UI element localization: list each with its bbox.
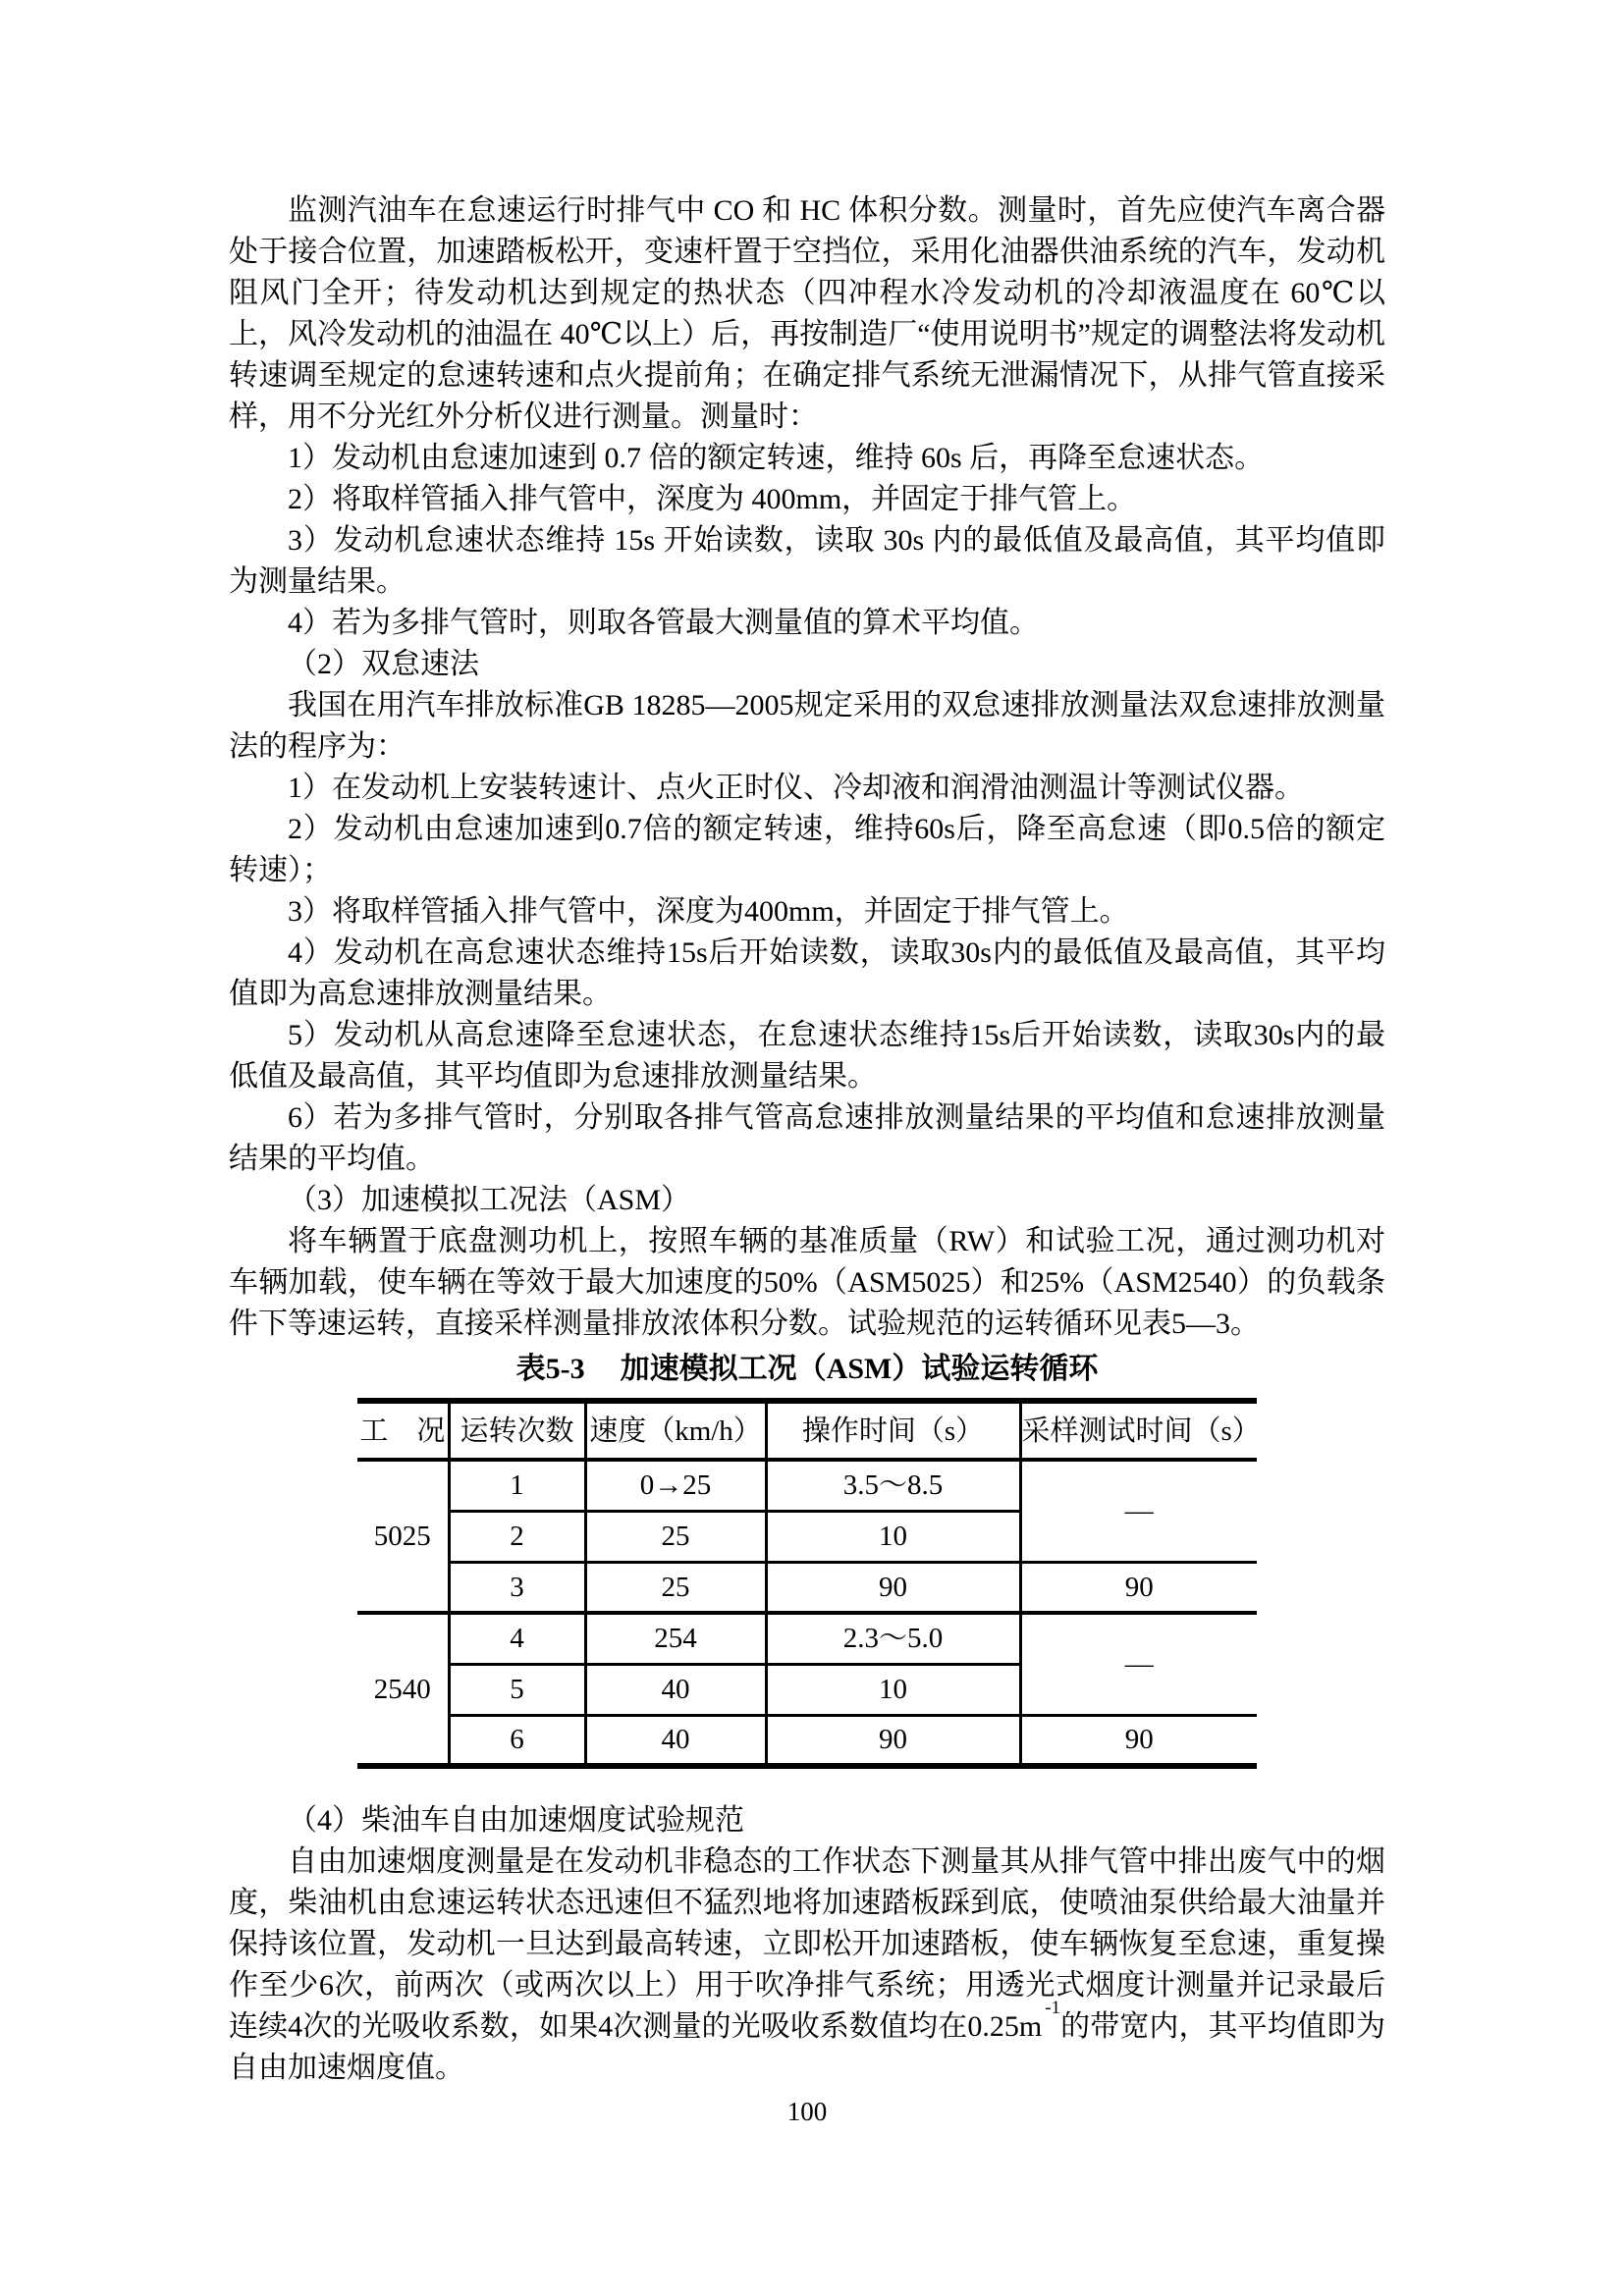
- header-sampling-time: 采样测试时间（s）: [1020, 1401, 1257, 1460]
- paragraph-step-2: 2）将取样管插入排气管中，深度为 400mm，并固定于排气管上。: [288, 483, 1137, 515]
- header-condition: 工 况: [357, 1401, 449, 1460]
- table-cell: 3.5～8.5: [766, 1460, 1020, 1511]
- header-run-count: 运转次数: [449, 1401, 585, 1460]
- asm-test-cycle-table: [357, 1398, 1261, 1769]
- table-caption: [229, 1349, 1385, 1390]
- table-cell: 2: [449, 1511, 585, 1562]
- table-cell: 25: [585, 1511, 766, 1562]
- document-body: [229, 190, 1385, 2089]
- table-header-row: [357, 1401, 1257, 1460]
- table-cell: 90: [766, 1715, 1020, 1766]
- table-cell: 6: [449, 1715, 585, 1766]
- table-cell: 90: [766, 1562, 1020, 1613]
- table-cell: 10: [766, 1664, 1020, 1715]
- table-row: [357, 1613, 1257, 1664]
- table-cell: 3: [449, 1562, 585, 1613]
- paragraph-step-3: 3）发动机怠速状态维持 15s 开始读数，读取 30s 内的最低值及最高值，其平均值即为测量结果。: [229, 524, 1385, 598]
- page-number: 100: [786, 2097, 828, 2126]
- table-cell: 254: [585, 1613, 766, 1664]
- table-cell: 1: [449, 1460, 585, 1511]
- table-cell: 4: [449, 1613, 585, 1664]
- cell-sample-dash: —: [1020, 1613, 1257, 1715]
- table-cell: 0→25: [585, 1460, 766, 1511]
- header-speed: 速度（km/h）: [585, 1401, 766, 1460]
- table-row: [357, 1460, 1257, 1511]
- table-caption-label: 表5-3: [515, 1353, 585, 1385]
- cell-sample-dash: —: [1020, 1460, 1257, 1562]
- table-cell: 90: [1020, 1562, 1257, 1613]
- smoke-text-before-sup: 自由加速烟度测量是在发动机非稳态的工作状态下测量其从排气管中排出废气中的烟度，柴油机由怠速运转状态迅速但不猛烈地将加速踏板踩到底，使喷油泵供给最大油量并保持该位置，发动机一旦达到最高转速，立即松开加速踏板，使车辆恢复至怠速，重复操作至少6次，前两次（或两次以上）用于吹净排气系统；用透光式烟度计测量并记录最后连续4次的光吸收系数，如果4次测量的光吸收系数值均在0.25m: [229, 1845, 1385, 2043]
- cell-condition-2540: 2540: [373, 1673, 431, 1705]
- table-cell: 5: [449, 1664, 585, 1715]
- superscript-exponent: -1: [1045, 1998, 1061, 2018]
- paragraph-dual-step-4: 4）发动机在高怠速状态维持15s后开始读数，读取30s内的最低值及最高值，其平均值即为高怠速排放测量结果。: [229, 936, 1385, 1010]
- table-cell: 40: [585, 1664, 766, 1715]
- section4-heading: （4）柴油车自由加速烟度试验规范: [288, 1804, 744, 1837]
- section2-heading: （2）双怠速法: [288, 648, 479, 680]
- paragraph-idle-test-intro: 监测汽油车在怠速运行时排气中 CO 和 HC 体积分数。测量时，首先应使汽车离合器处于接合位置，加速踏板松开，变速杆置于空挡位，采用化油器供油系统的汽车，发动机阻风门全开；待发动机达到规定的热状态（四冲程水冷发动机的冷却液温度在 60℃以上，风冷发动机的油温在 40℃以上）后，再按制造厂“使用说明书”规定的调整法将发动机转速调至规定的怠速转速和点火提前角；在确定排气系统无泄漏情况下，从排气管直接采样，用不分光红外分析仪进行测量。测量时：: [229, 194, 1385, 433]
- table-cell: 10: [766, 1511, 1020, 1562]
- paragraph-step-4: 4）若为多排气管时，则取各管最大测量值的算术平均值。: [288, 607, 1039, 639]
- section3-heading: （3）加速模拟工况法（ASM）: [288, 1184, 691, 1216]
- paragraph-dual-step-5: 5）发动机从高怠速降至怠速状态，在怠速状态维持15s后开始读数，读取30s内的最低值及最高值，其平均值即为怠速排放测量结果。: [229, 1019, 1385, 1093]
- paragraph-step-1: 1）发动机由怠速加速到 0.7 倍的额定转速，维持 60s 后，再降至怠速状态。: [288, 442, 1265, 474]
- table-row: [357, 1562, 1257, 1613]
- table-5-3-block: [229, 1349, 1385, 1769]
- table-cell: 90: [1020, 1715, 1257, 1766]
- paragraph-dual-idle-intro: 我国在用汽车排放标准GB 18285—2005规定采用的双怠速排放测量法双怠速排放测量法的程序为：: [229, 689, 1385, 763]
- paragraph-dual-step-1: 1）在发动机上安装转速计、点火正时仪、冷却液和润滑油测温计等测试仪器。: [288, 772, 1304, 804]
- paragraph-asm-intro: 将车辆置于底盘测功机上，按照车辆的基准质量（RW）和试验工况，通过测功机对车辆加载，使车辆在等效于最大加速度的50%（ASM5025）和25%（ASM2540）的负载条件下等速运转，直接采样测量排放浓体积分数。试验规范的运转循环见表5—3。: [229, 1225, 1385, 1340]
- table-cell: 25: [585, 1562, 766, 1613]
- cell-condition-5025: 5025: [357, 1460, 449, 1613]
- table-row: [357, 1715, 1257, 1766]
- header-operation-time: 操作时间（s）: [766, 1401, 1020, 1460]
- table-cell: 2.3～5.0: [766, 1613, 1020, 1664]
- paragraph-smoke-test: [229, 1842, 1385, 2089]
- paragraph-dual-step-2: 2）发动机由怠速加速到0.7倍的额定转速，维持60s后，降至高怠速（即0.5倍的额定转速）；: [229, 813, 1385, 886]
- paragraph-dual-step-3: 3）将取样管插入排气管中，深度为400mm，并固定于排气管上。: [288, 895, 1129, 928]
- paragraph-dual-step-6: 6）若为多排气管时，分别取各排气管高怠速排放测量结果的平均值和怠速排放测量结果的平均值。: [229, 1101, 1385, 1175]
- table-cell: 40: [585, 1715, 766, 1766]
- smoke-text-after-sup: 的带宽内，其平均值即为自由加速烟度值。: [229, 2010, 1386, 2084]
- table-caption-title: 加速模拟工况（ASM）试验运转循环: [620, 1353, 1099, 1385]
